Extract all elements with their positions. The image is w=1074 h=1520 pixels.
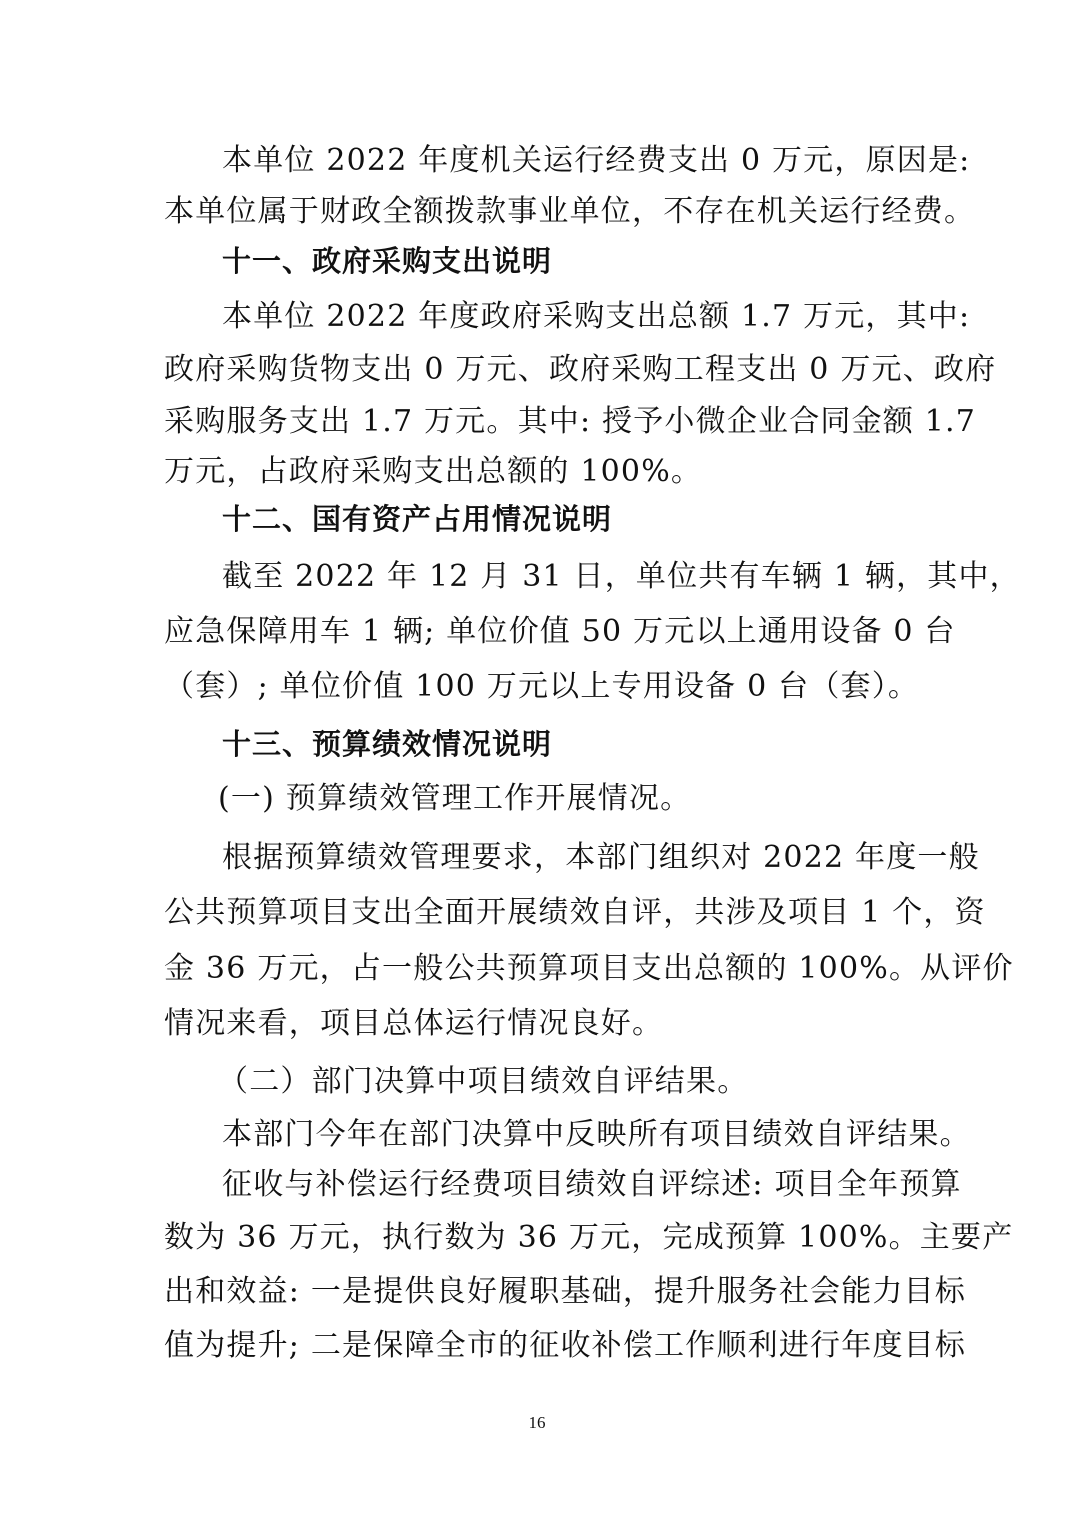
paragraph-line: 情况来看，项目总体运行情况良好。 bbox=[164, 1006, 664, 1041]
paragraph-line: 值为提升; 二是保障全市的征收补偿工作顺利进行年度目标 bbox=[164, 1328, 967, 1363]
paragraph-line: 根据预算绩效管理要求，本部门组织对 2022 年度一般 bbox=[222, 840, 980, 875]
paragraph-line: 金 36 万元，占一般公共预算项目支出总额的 100%。从评价 bbox=[164, 951, 1014, 986]
paragraph-line: 公共预算项目支出全面开展绩效自评，共涉及项目 1 个，资 bbox=[164, 895, 986, 930]
paragraph-line: 应急保障用车 1 辆; 单位价值 50 万元以上通用设备 0 台 bbox=[164, 614, 956, 649]
subsection-heading: （二）部门决算中项目绩效自评结果。 bbox=[218, 1064, 749, 1099]
page-number: 16 bbox=[528, 1413, 546, 1432]
paragraph-line: 本单位属于财政全额拨款事业单位，不存在机关运行经费。 bbox=[164, 194, 976, 229]
paragraph-line: 本单位 2022 年度政府采购支出总额 1.7 万元，其中: bbox=[222, 299, 971, 334]
subsection-heading: (一) 预算绩效管理工作开展情况。 bbox=[218, 781, 692, 816]
paragraph-line: 采购服务支出 1.7 万元。其中: 授予小微企业合同金额 1.7 bbox=[164, 404, 977, 439]
paragraph-line: 截至 2022 年 12 月 31 日，单位共有车辆 1 辆，其中， bbox=[222, 559, 1021, 594]
paragraph-line: 出和效益: 一是提供良好履职基础，提升服务社会能力目标 bbox=[164, 1274, 967, 1309]
paragraph-line: 本单位 2022 年度机关运行经费支出 0 万元，原因是: bbox=[222, 143, 971, 178]
section-heading: 十三、预算绩效情况说明 bbox=[222, 727, 553, 761]
paragraph-line: 数为 36 万元，执行数为 36 万元，完成预算 100%。主要产 bbox=[164, 1220, 1014, 1255]
section-heading: 十一、政府采购支出说明 bbox=[222, 244, 553, 278]
paragraph-line: 征收与补偿运行经费项目绩效自评综述: 项目全年预算 bbox=[222, 1167, 962, 1202]
paragraph-line: （套）; 单位价值 100 万元以上专用设备 0 台（套）。 bbox=[164, 669, 920, 704]
paragraph-line: 政府采购货物支出 0 万元、政府采购工程支出 0 万元、政府 bbox=[164, 352, 997, 387]
section-heading: 十二、国有资产占用情况说明 bbox=[222, 502, 613, 536]
paragraph-line: 万元，占政府采购支出总额的 100%。 bbox=[164, 454, 703, 489]
paragraph-line: 本部门今年在部门决算中反映所有项目绩效自评结果。 bbox=[222, 1117, 971, 1152]
